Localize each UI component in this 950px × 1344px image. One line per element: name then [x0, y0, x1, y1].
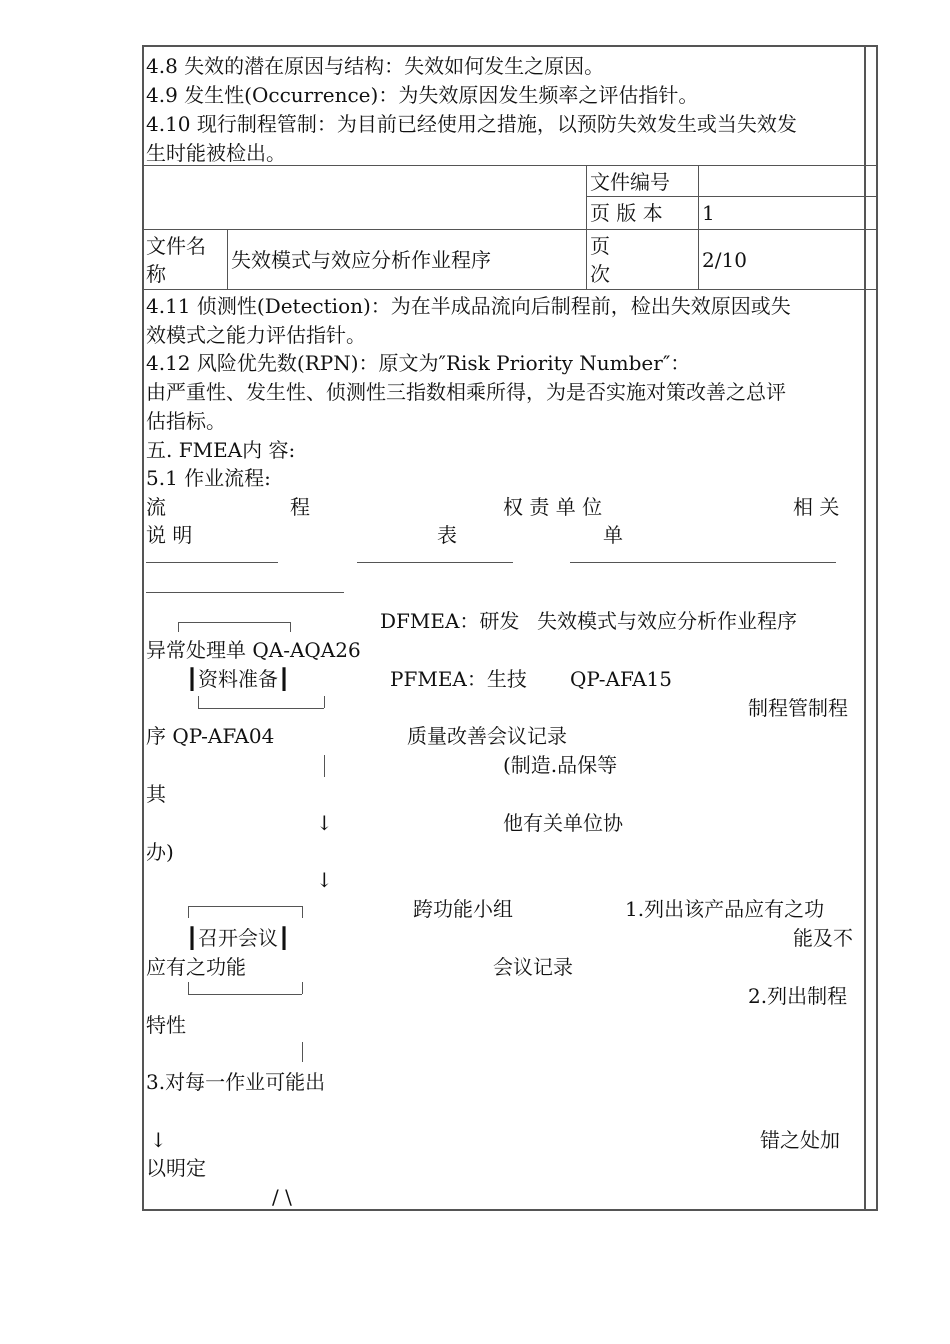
item-3b: 错之处加 [760, 1128, 840, 1152]
text-line: 4.12 风险优先数(RPN)：原文为″Risk Priority Number″： [146, 351, 691, 375]
flow-arrow: ↓ [150, 1128, 167, 1152]
table-rule [586, 165, 587, 289]
flow-box-data-prep: ┃资料准备┃ [186, 667, 291, 691]
section-heading: 五. FMEA内 容: [146, 438, 296, 462]
text-line: 估指标。 [146, 409, 226, 433]
item-2: 2.列出制程 [748, 984, 848, 1008]
underline [146, 562, 278, 563]
dfmea-label: DFMEA：研发 [380, 609, 520, 633]
item-2b: 特性 [146, 1013, 186, 1037]
other-units: 他有关单位协 [503, 811, 623, 835]
box-edge [198, 696, 199, 708]
flow-connector [302, 1042, 303, 1062]
box-top [178, 622, 290, 623]
page-label-2: 次 [590, 262, 610, 286]
col-form-2: 单 [603, 523, 623, 547]
page-label: 页 [590, 234, 610, 258]
help-text: 办) [146, 840, 174, 864]
text-line: 4.11 侦测性(Detection)：为在半成品流向后制程前，检出失效原因或失 [146, 294, 791, 318]
pfmea-label: PFMEA：生技 [390, 667, 527, 691]
box-edge [324, 696, 325, 708]
underline [357, 562, 513, 563]
quality-meeting: 质量改善会议记录 [407, 724, 567, 748]
flow-arrow: ↓ [316, 811, 333, 835]
box-edge [290, 622, 291, 632]
col-flow: 流 [146, 495, 166, 519]
version-label: 页 版 本 [590, 201, 663, 225]
underline [146, 592, 344, 593]
other-text: 其 [146, 782, 166, 806]
version-value: 1 [702, 201, 715, 225]
doc-number-label: 文件编号 [590, 170, 670, 194]
box-bottom [198, 708, 324, 709]
col-form: 表 [437, 523, 457, 547]
underline [570, 562, 836, 563]
qp-afa15: QP-AFA15 [570, 667, 672, 691]
subsection-heading: 5.1 作业流程: [146, 466, 271, 490]
item-3: 3.对每一作业可能出 [146, 1070, 326, 1094]
box-edge [302, 982, 303, 994]
table-rule [143, 289, 876, 290]
process-control: 制程管制程 [748, 696, 848, 720]
text-line: 生时能被检出。 [146, 141, 286, 165]
box-edge [188, 982, 189, 994]
item-1c: 应有之功能 [146, 955, 246, 979]
doc-name-label: 文件名 [146, 234, 206, 258]
table-rule [698, 165, 699, 289]
box-top [188, 906, 302, 907]
flow-connector [324, 755, 325, 777]
box-edge [188, 906, 189, 918]
col-responsibility: 权 责 单 位 [503, 495, 603, 519]
doc-name-value: 失效模式与效应分析作业程序 [231, 248, 491, 272]
decision-diamond-top: / \ [272, 1185, 292, 1209]
cross-function-team: 跨功能小组 [413, 897, 513, 921]
item-3c: 以明定 [146, 1156, 206, 1180]
text-line: 由严重性、发生性、侦测性三指数相乘所得，为是否实施对策改善之总评 [146, 380, 786, 404]
process-control-2: 序 QP-AFA04 [146, 724, 275, 748]
text-line: 4.8 失效的潜在原因与结构：失效如何发生之原因。 [146, 54, 605, 78]
box-bottom [188, 994, 302, 995]
table-rule [227, 229, 228, 289]
col-flow-2: 程 [290, 495, 310, 519]
box-edge [302, 906, 303, 918]
fmea-procedure: 失效模式与效应分析作业程序 [537, 609, 797, 633]
col-related: 相 关 [793, 495, 840, 519]
flow-arrow: ↓ [316, 868, 333, 892]
col-description: 说 明 [146, 523, 193, 547]
item-1b: 能及不 [793, 926, 853, 950]
text-line: 效模式之能力评估指针。 [146, 323, 366, 347]
table-rule [143, 165, 876, 166]
flow-box-meeting: ┃召开会议┃ [186, 926, 291, 950]
text-line: 4.9 发生性(Occurrence)：为失效原因发生频率之评估指针。 [146, 83, 699, 107]
box-edge [178, 622, 179, 632]
abnormal-form: 异常处理单 QA-AQA26 [146, 638, 361, 662]
frame-inner-rule [864, 45, 866, 1211]
item-1: 1.列出该产品应有之功 [625, 897, 825, 921]
mfg-qa: (制造.品保等 [503, 753, 618, 777]
meeting-record: 会议记录 [493, 955, 573, 979]
page-value: 2/10 [702, 248, 747, 272]
table-rule [143, 229, 876, 230]
doc-name-label-2: 称 [146, 262, 166, 286]
text-line: 4.10 现行制程管制：为目前已经使用之措施，以预防失效发生或当失效发 [146, 112, 797, 136]
